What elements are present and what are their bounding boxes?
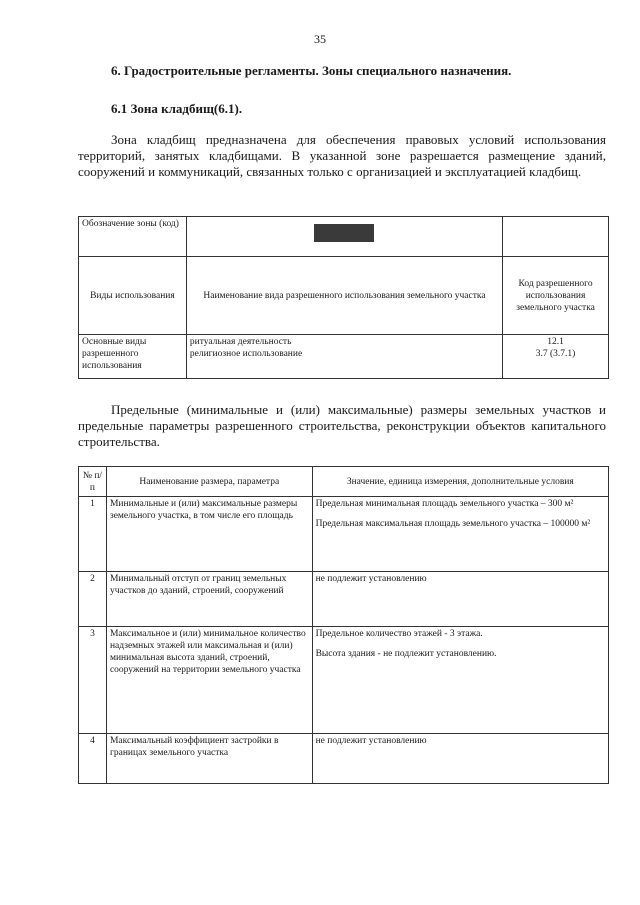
main-use-names xyxy=(186,335,502,379)
zone-code-cell xyxy=(186,217,502,257)
row-label-main-uses: Основные виды разрешенного использования xyxy=(79,335,187,379)
use-name: религиозное использование xyxy=(189,349,303,359)
table-row: 4 Максимальный коэффициент застройки в границах земельного участка не подлежит установлению xyxy=(79,734,609,784)
table-row: 1 Минимальные и (или) максимальные размеры земельного участка, в том числе его площадь Предельная минимальная площадь земельного участка – 300 м² Предельная максимальная площадь земельного участка – 100000 м² xyxy=(79,497,609,572)
header-name: Наименование размера, параметра xyxy=(106,467,312,497)
permitted-use-table xyxy=(78,216,609,379)
table-row: 3 Максимальное и (или) минимальное количество надземных этажей или максимальная и (или) минимальная высота зданий, строений, сооружений на территории земельного участка Предельное количество этажей - 3 этажа. Высота здания - не подлежит установлению. xyxy=(79,627,609,734)
zone-description-paragraph: Зона кладбищ предназначена для обеспечения правовых условий использования территорий, занятых кладбищами. В указанной зоне разрешается размещение зданий, сооружений и коммуникаций, связанных только с организацией и эксплуатацией кладбищ. xyxy=(78,132,606,179)
use-code: 3.7 (3.7.1) xyxy=(535,349,576,359)
redacted-code xyxy=(314,224,374,242)
zone-code-label: Обозначение зоны (код) xyxy=(79,217,187,257)
section-heading: 6. Градостроительные регламенты. Зоны специального назначения. xyxy=(111,63,512,78)
use-code: 12.1 xyxy=(547,337,564,347)
col-header-types: Виды использования xyxy=(79,257,187,335)
limits-paragraph: Предельные (минимальные и (или) максимальные) размеры земельных участков и предельные параметры разрешенного строительства, реконструкции объектов капитального строительства. xyxy=(78,402,606,449)
header-value: Значение, единица измерения, дополнительные условия xyxy=(312,467,608,497)
subsection-heading: 6.1 Зона кладбищ(6.1). xyxy=(111,101,243,116)
page-number: 35 xyxy=(314,32,326,46)
use-name: ритуальная деятельность xyxy=(189,337,292,347)
main-use-codes xyxy=(503,335,609,379)
col-header-name: Наименование вида разрешенного использования земельного участка xyxy=(186,257,502,335)
table-row: 2 Минимальный отступ от границ земельных участков до зданий, строений, сооружений не подлежит установлению xyxy=(79,572,609,627)
col-header-code: Код разрешенного использования земельного участка xyxy=(503,257,609,335)
header-num: № п/п xyxy=(79,467,107,497)
parameters-table xyxy=(78,466,609,784)
